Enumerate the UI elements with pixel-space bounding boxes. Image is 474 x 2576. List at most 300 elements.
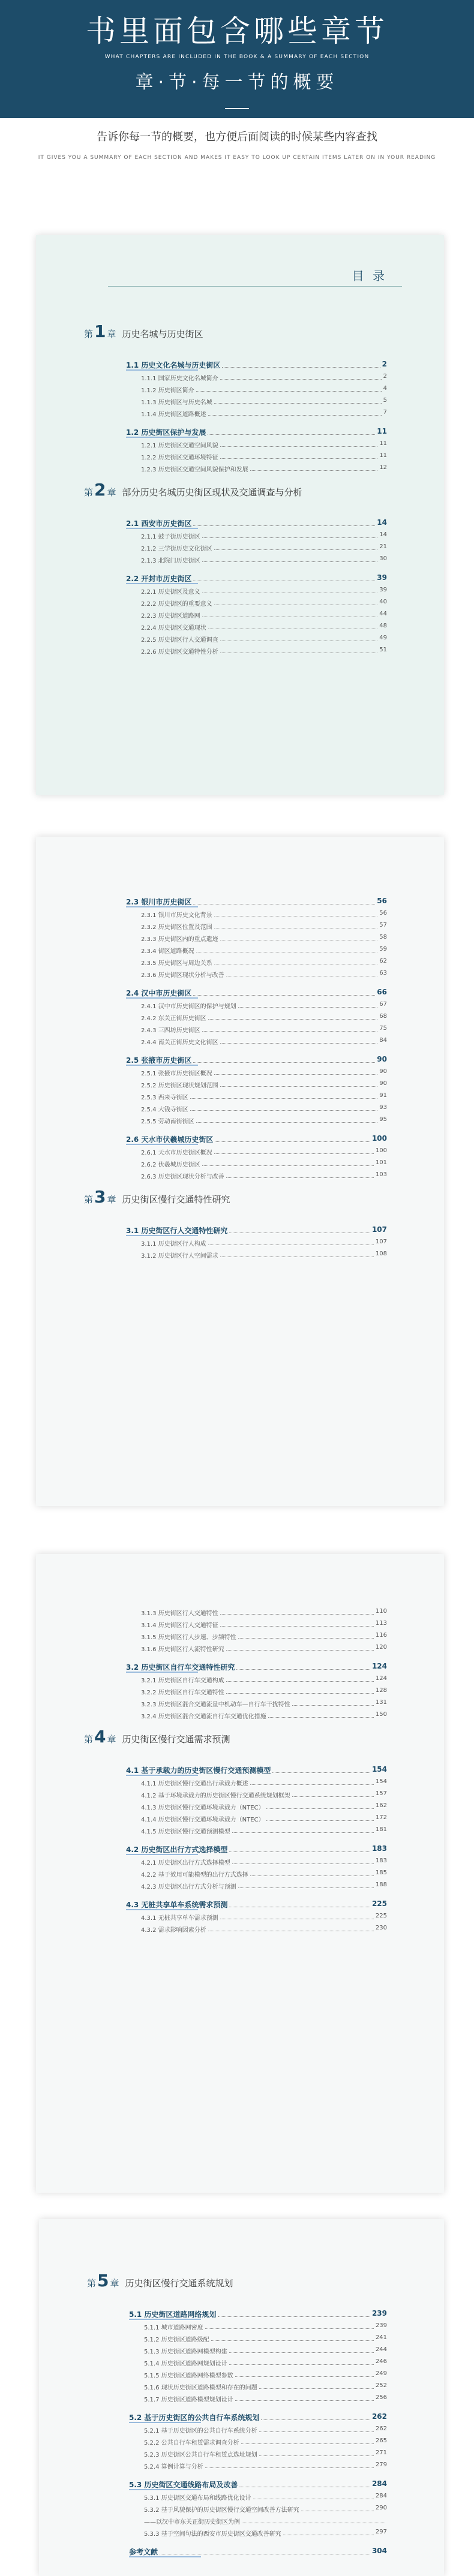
- toc-leader-dots: [193, 897, 375, 904]
- toc-subsection-entry[interactable]: [141, 1925, 387, 1934]
- toc-leader-dots: [214, 1147, 374, 1154]
- toc-leader-dots: [214, 910, 378, 916]
- toc-subsection-entry[interactable]: [141, 1881, 387, 1890]
- toc-leader-dots: [250, 1778, 374, 1785]
- toc-entry-label: 2.3.2 历史街区位置及范围: [141, 924, 212, 931]
- toc-subsection-entry[interactable]: [141, 373, 387, 382]
- chapter-heading: [87, 2271, 233, 2291]
- toc-leader-dots: [215, 1134, 370, 1142]
- toc-leader-dots: [238, 1881, 374, 1888]
- toc-subsection-entry[interactable]: [144, 2493, 387, 2502]
- toc-leader-dots: [220, 647, 378, 653]
- toc-subsection-entry[interactable]: [141, 1620, 387, 1629]
- toc-page-number: 252: [375, 2382, 387, 2389]
- toc-leader-dots: [196, 946, 378, 952]
- toc-section-entry[interactable]: [126, 1844, 387, 1854]
- toc-leader-dots: [193, 988, 375, 996]
- toc-leader-dots: [292, 1699, 374, 1706]
- toc-subsection-entry[interactable]: [141, 1632, 387, 1641]
- toc-entry-label: 2.4.2 东关正街历史街区: [141, 1015, 206, 1022]
- toc-subsection-entry[interactable]: [144, 2449, 387, 2458]
- toc-section-entry[interactable]: [126, 1225, 387, 1236]
- toc-page-number: 154: [371, 1765, 387, 1774]
- toc-leader-dots: [214, 958, 378, 964]
- toc-subsection-entry[interactable]: [141, 555, 387, 564]
- toc-subsection-entry[interactable]: [141, 1092, 387, 1101]
- toc-leader-dots: [218, 2309, 370, 2317]
- toc-page-number: 75: [379, 1025, 387, 1032]
- toc-entry-label: 5.2.3 历史街区公共自行车租赁点选址规划: [144, 2452, 257, 2458]
- toc-leader-dots: [202, 587, 378, 593]
- toc-page-number: 271: [375, 2449, 387, 2456]
- chapter-title: 历史街区慢行交通特性研究: [122, 1194, 230, 1205]
- toc-page-number: 4: [383, 385, 387, 392]
- toc-section-entry[interactable]: [126, 1765, 387, 1775]
- toc-subsection-entry[interactable]: [141, 922, 387, 931]
- toc-entry-label: ——以汉中市东关正街历史街区为例: [144, 2519, 240, 2526]
- toc-entry-label: 4.3.2 需求影响因素分析: [141, 1927, 206, 1934]
- toc-leader-dots: [196, 385, 382, 392]
- toc-subsection-entry[interactable]: [144, 2461, 387, 2470]
- toc-section-entry[interactable]: [129, 2547, 387, 2557]
- toc-subsection-entry[interactable]: [141, 946, 387, 955]
- chapter-suffix: 章: [110, 2278, 119, 2289]
- toc-leader-dots: [193, 573, 375, 581]
- toc-subsection-entry[interactable]: [144, 2358, 387, 2367]
- toc-section-entry[interactable]: [129, 2412, 387, 2422]
- toc-section-entry[interactable]: [126, 988, 387, 998]
- toc-subsection-entry[interactable]: [141, 1687, 387, 1696]
- toc-subsection-entry[interactable]: [144, 2529, 387, 2538]
- toc-entry-label: 2.5.2 历史街区现状规划范围: [141, 1083, 218, 1089]
- toc-leader-dots: [220, 1608, 374, 1615]
- toc-page-number: 11: [379, 440, 387, 447]
- header-title: 书里面包含哪些章节: [86, 14, 388, 49]
- chapter-number: 5: [97, 2271, 109, 2291]
- toc-page-number: 48: [379, 623, 387, 629]
- toc-subsection-entry[interactable]: [144, 2334, 387, 2343]
- toc-page-number: 39: [379, 587, 387, 593]
- chapter-number: 4: [94, 1727, 106, 1747]
- toc-subsection-entry[interactable]: [141, 958, 387, 967]
- toc-leader-dots: [208, 623, 378, 629]
- toc-entry-label: 2.5.1 张掖市历史街区概况: [141, 1071, 212, 1077]
- toc-page-number: 290: [375, 2505, 387, 2511]
- toc-leader-dots: [226, 970, 378, 976]
- section-underline: [126, 906, 198, 907]
- toc-page-number: 91: [379, 1092, 387, 1099]
- toc-subsection-entry[interactable]: [141, 623, 387, 632]
- toc-subsection-entry[interactable]: [141, 970, 387, 979]
- toc-subsection-entry[interactable]: [141, 1913, 387, 1922]
- toc-leader-dots: [190, 1104, 378, 1111]
- toc-page-number: 12: [379, 464, 387, 471]
- toc-entry-label: 5.1.7 历史街区道路模型规划设计: [144, 2397, 233, 2403]
- section-underline: [126, 1144, 198, 1145]
- toc-leader-dots: [259, 2382, 374, 2389]
- toc-leader-dots: [220, 635, 378, 641]
- toc-leader-dots: [242, 2517, 385, 2523]
- toc-page-number: 262: [371, 2412, 387, 2421]
- toc-leader-dots: [226, 1644, 374, 1651]
- toc-leader-dots: [214, 599, 378, 605]
- toc-leader-dots: [232, 1826, 374, 1833]
- toc-page-number: 246: [375, 2358, 387, 2365]
- chapter-suffix: 章: [107, 329, 116, 339]
- toc-section-entry[interactable]: [129, 2479, 387, 2490]
- toc-subsection-entry[interactable]: [141, 1251, 387, 1260]
- toc-entry-label: 2.1.1 鼓子街历史街区: [141, 534, 200, 540]
- toc-subsection-entry[interactable]: [141, 1608, 387, 1617]
- toc-entry-label: 5.2 基于历史街区的公共自行车系统规划: [129, 2413, 260, 2422]
- toc-page-number: 58: [379, 934, 387, 940]
- toc-entry-label: 3.1.5 历史街区行人步速、步频特性: [141, 1634, 236, 1641]
- toc-subsection-entry[interactable]: [144, 2370, 387, 2379]
- toc-entry-label: 3.1.3 历史街区行人交通特性: [141, 1610, 218, 1617]
- header-banner: [0, 0, 474, 118]
- toc-subsection-entry[interactable]: [141, 464, 387, 473]
- toc-page-number: 107: [371, 1225, 387, 1234]
- toc-leader-dots: [205, 2322, 374, 2329]
- toc-section-entry[interactable]: [126, 573, 387, 584]
- toc-page-number: 100: [371, 1134, 387, 1143]
- toc-page-number: 262: [375, 2425, 387, 2432]
- section-underline: [126, 997, 198, 999]
- toc-leader-dots: [253, 2493, 374, 2499]
- toc-entry-label: 1.1.2 历史街区简介: [141, 387, 194, 394]
- section-underline: [126, 1672, 198, 1673]
- toc-entry-label: 4.1.5 历史街区慢行交通预测模型: [141, 1829, 230, 1835]
- toc-page-2: [36, 837, 444, 1506]
- toc-subsection-entry[interactable]: [141, 1025, 387, 1034]
- toc-leader-dots: [214, 1068, 378, 1075]
- toc-page-number: 56: [377, 897, 387, 905]
- toc-subsection-entry[interactable]: [144, 2346, 387, 2355]
- toc-leader-dots: [266, 1814, 374, 1821]
- toc-title: 目 录: [352, 269, 387, 283]
- toc-page-1: [36, 235, 444, 795]
- toc-page-number: 110: [375, 1608, 387, 1615]
- intro-text-cn: 告诉你每一节的概要，也方便后面阅读的时候某些内容查找: [97, 131, 377, 143]
- toc-subsection-entry[interactable]: [141, 1814, 387, 1823]
- toc-entry-label: 5.1 历史街区道路网络规划: [129, 2310, 217, 2319]
- section-underline: [126, 369, 198, 371]
- chapter-prefix: 第: [84, 329, 94, 339]
- toc-leader-dots: [226, 1171, 374, 1178]
- toc-entry-label: 3.2.3 历史街区混合交通流量中机动车—自行车干扰特性: [141, 1702, 290, 1708]
- toc-subsection-entry[interactable]: [141, 452, 387, 461]
- toc-entry-label: 4.2.3 历史街区出行方式分析与预测: [141, 1884, 236, 1890]
- toc-section-entry[interactable]: [126, 1899, 387, 1910]
- toc-subsection-entry[interactable]: [141, 587, 387, 596]
- toc-page-number: 100: [375, 1147, 387, 1154]
- toc-leader-dots: [266, 1802, 374, 1809]
- chapter-prefix: 第: [84, 1734, 94, 1745]
- toc-page-number: 44: [379, 611, 387, 617]
- toc-page-number: 66: [377, 988, 387, 996]
- toc-subsection-entry[interactable]: [141, 1790, 387, 1799]
- toc-leader-dots: [202, 1159, 374, 1166]
- toc-entry-label: 2.5.4 大钱寺街区: [141, 1107, 188, 1113]
- toc-page-number: 183: [371, 1844, 387, 1853]
- toc-entry-label: 3.1.1 历史街区行人构成: [141, 1241, 206, 1248]
- toc-page-number: 62: [379, 958, 387, 964]
- toc-leader-dots: [193, 518, 375, 526]
- toc-subsection-entry[interactable]: [141, 1826, 387, 1835]
- toc-page-number: 185: [375, 1869, 387, 1876]
- toc-leader-dots: [250, 464, 378, 471]
- chapter-heading: [84, 321, 203, 341]
- toc-subsection-entry[interactable]: [141, 1711, 387, 1720]
- toc-section-entry[interactable]: [129, 2309, 387, 2319]
- toc-entry-label: 2.3.5 历史街区与周边关系: [141, 960, 212, 967]
- toc-leader-dots: [220, 373, 382, 380]
- toc-section-entry[interactable]: [126, 427, 387, 437]
- toc-leader-dots: [220, 934, 378, 940]
- toc-entry-label: 1.1.3 历史街区与历史名城: [141, 399, 212, 406]
- toc-entry-label: 3.1.2 历史街区行人空间需求: [141, 1253, 218, 1260]
- toc-subsection-entry[interactable]: [141, 1239, 387, 1248]
- toc-subsection-entry[interactable]: [141, 934, 387, 943]
- toc-entry-label: 2.1.3 北院门历史街区: [141, 558, 200, 564]
- toc-section-entry[interactable]: [126, 1134, 387, 1144]
- toc-leader-dots: [229, 1225, 370, 1233]
- section-underline: [129, 2319, 201, 2320]
- toc-subsection-entry[interactable]: [141, 1675, 387, 1684]
- toc-leader-dots: [214, 922, 378, 928]
- toc-entry-label: 3.2.4 历史街区混合交通流自行车交通优化措施: [141, 1714, 266, 1720]
- toc-leader-dots: [220, 1913, 374, 1919]
- toc-subsection-entry[interactable]: [141, 543, 387, 552]
- toc-entry-label: 1.1.1 国家历史文化名城简介: [141, 375, 218, 382]
- toc-entry-label: 5.1.4 历史街区道路网规划设计: [144, 2361, 227, 2367]
- toc-subsection-entry[interactable]: [141, 1104, 387, 1113]
- toc-subsection-entry[interactable]: [141, 1116, 387, 1125]
- section-underline: [129, 2489, 201, 2490]
- toc-subsection-entry[interactable]: [141, 647, 387, 656]
- section-underline: [129, 2556, 201, 2557]
- toc-page-3: [36, 1554, 444, 2193]
- toc-leader-dots: [292, 1790, 374, 1797]
- chapter-suffix: 章: [107, 1194, 116, 1205]
- toc-leader-dots: [193, 1055, 375, 1063]
- toc-leader-dots: [202, 1025, 378, 1032]
- toc-leader-dots: [211, 2334, 374, 2341]
- toc-entry-label: 2.5 张掖市历史街区: [126, 1056, 192, 1065]
- toc-page-number: 56: [379, 910, 387, 916]
- toc-page-number: 188: [375, 1881, 387, 1888]
- toc-leader-dots: [238, 1632, 374, 1639]
- toc-entry-label: 2.4.4 南关正街历史文化街区: [141, 1039, 218, 1046]
- toc-leader-dots: [208, 1239, 374, 1245]
- toc-subsection-entry[interactable]: [141, 611, 387, 620]
- toc-leader-dots: [220, 1080, 378, 1087]
- toc-leader-dots: [190, 1092, 378, 1099]
- toc-leader-dots: [208, 427, 375, 435]
- toc-page-number: 39: [377, 573, 387, 582]
- toc-page-number: 172: [375, 1814, 387, 1821]
- toc-page-number: 230: [375, 1925, 387, 1931]
- toc-entry-label: 5.3.2 基于风貌保护的历史街区慢行交通空间改善方法研究: [144, 2507, 299, 2514]
- toc-subsection-entry[interactable]: [141, 397, 387, 406]
- toc-page-number: 241: [375, 2334, 387, 2341]
- toc-leader-dots: [222, 360, 380, 368]
- toc-leader-dots: [220, 452, 378, 459]
- toc-entry-label: 5.1.5 历史街区道路网络模型参数: [144, 2373, 233, 2379]
- toc-entry-label: 2.4.3 三四坊历史街区: [141, 1027, 200, 1034]
- toc-entry-label: 2.2.1 历史街区及意义: [141, 589, 200, 596]
- chapter-number: 2: [94, 480, 106, 500]
- toc-page-number: 249: [375, 2370, 387, 2377]
- toc-page-number: 21: [379, 543, 387, 550]
- toc-subsection-entry[interactable]: [144, 2437, 387, 2446]
- toc-entry-label: 4.1.2 基于环境承载力的历史街区慢行交通系统规划框架: [141, 1793, 290, 1799]
- toc-subsection-entry[interactable]: [141, 531, 387, 540]
- toc-entry-label: 5.2.4 算例计算与分析: [144, 2464, 203, 2470]
- toc-subsection-entry[interactable]: [141, 1037, 387, 1046]
- toc-subsection-entry[interactable]: [141, 409, 387, 418]
- toc-subsection-entry[interactable]: [141, 1171, 387, 1180]
- toc-entry-label: 2.4 汉中市历史街区: [126, 989, 192, 997]
- toc-page-number: 67: [379, 1001, 387, 1008]
- toc-page-number: 107: [375, 1239, 387, 1245]
- toc-entry-label: 2.6.2 伏羲城历史街区: [141, 1162, 200, 1168]
- toc-page-number: 68: [379, 1013, 387, 1020]
- toc-page-number: 2: [383, 373, 387, 380]
- toc-entry-label: 3.1.4 历史街区行人交通特征: [141, 1622, 218, 1629]
- toc-section-entry[interactable]: [126, 1055, 387, 1065]
- toc-subsection-entry[interactable]: [141, 1080, 387, 1089]
- toc-page-number: 181: [375, 1826, 387, 1833]
- toc-subsection-entry[interactable]: [141, 1159, 387, 1168]
- section-underline: [129, 2422, 201, 2423]
- toc-subsection-entry[interactable]: [141, 635, 387, 644]
- toc-entry-label: 4.1.4 历史街区慢行交通环境承载力（NTEC）: [141, 1817, 265, 1823]
- chapter-number: 1: [94, 321, 106, 341]
- toc-entry-label: 4.2 历史街区出行方式选择模型: [126, 1845, 228, 1854]
- toc-subsection-entry[interactable]: [144, 2322, 387, 2331]
- section-underline: [126, 1775, 198, 1776]
- chapter-title: 历史街区慢行交通需求预测: [122, 1734, 230, 1745]
- toc-page-number: 225: [371, 1899, 387, 1908]
- toc-subsection-entry[interactable]: [141, 1869, 387, 1878]
- toc-leader-dots: [241, 2437, 374, 2444]
- toc-section-entry[interactable]: [126, 897, 387, 907]
- toc-entry-label: 2.2.4 历史街区交通现状: [141, 625, 206, 632]
- toc-page-number: 124: [371, 1662, 387, 1670]
- toc-leader-dots: [259, 2449, 374, 2456]
- toc-page-number: 131: [375, 1699, 387, 1706]
- section-underline: [126, 1854, 198, 1855]
- toc-entry-label: 2.3.6 历史街区现状分析与改善: [141, 972, 224, 979]
- toc-page-number: 63: [379, 970, 387, 976]
- toc-section-entry[interactable]: [126, 360, 387, 370]
- header-subtitle-en: WHAT CHAPTERS ARE INCLUDED IN THE BOOK & A SUMMARY OF EACH SECTION: [104, 54, 370, 60]
- toc-page-number: 279: [375, 2461, 387, 2468]
- toc-leader-dots: [214, 397, 382, 404]
- toc-entry-label: 2.1.2 三学街历史文化街区: [141, 546, 212, 552]
- toc-section-entry[interactable]: [126, 1662, 387, 1672]
- toc-leader-dots: [272, 1765, 370, 1773]
- toc-subsection-entry[interactable]: [144, 2394, 387, 2403]
- toc-subsection-entry[interactable]: [141, 1699, 387, 1708]
- toc-subsection-entry[interactable]: [144, 2505, 387, 2514]
- toc-page-number: 30: [379, 555, 387, 562]
- toc-entry-label: 4.3 无桩共享单车系统需求预测: [126, 1901, 228, 1909]
- toc-page-number: 2: [382, 360, 387, 368]
- toc-leader-dots: [202, 611, 378, 617]
- toc-entry-label: 4.1.3 历史街区慢行交通环境承载力（NTEC）: [141, 1805, 265, 1811]
- toc-section-entry[interactable]: [126, 518, 387, 528]
- toc-subsection-entry[interactable]: [141, 910, 387, 919]
- toc-leader-dots: [226, 1675, 374, 1682]
- toc-leader-dots: [229, 2346, 374, 2353]
- chapter-prefix: 第: [84, 487, 94, 498]
- toc-subsection-entry[interactable]: [141, 440, 387, 449]
- toc-entry-label: 2.2.3 历史街区道路网: [141, 613, 200, 620]
- chapter-title: 部分历史名城历史街区现状及交通调查与分析: [122, 487, 302, 498]
- toc-entry-label: 5.2.2 公共自行车租赁需求调查分析: [144, 2440, 239, 2446]
- toc-subsection-entry[interactable]: [141, 599, 387, 608]
- toc-subsection-entry[interactable]: [141, 1802, 387, 1811]
- toc-subsection-entry[interactable]: [141, 1778, 387, 1787]
- toc-page-number: 239: [375, 2322, 387, 2329]
- toc-subsection-entry[interactable]: [141, 1013, 387, 1022]
- toc-subsection-entry[interactable]: [141, 1068, 387, 1077]
- toc-entry-label: 2.6 天水市伏羲城历史街区: [126, 1135, 214, 1144]
- toc-entry-label: 5.3.1 历史街区交通布局和线路优化设计: [144, 2495, 251, 2502]
- toc-entry-label: 2.2 开封市历史街区: [126, 575, 192, 583]
- toc-leader-dots: [229, 2358, 374, 2365]
- toc-page-4: [39, 2219, 444, 2576]
- toc-subsection-entry[interactable]: [144, 2425, 387, 2434]
- toc-subsection-entry[interactable]: [141, 385, 387, 394]
- chapter-suffix: 章: [107, 1734, 116, 1745]
- toc-leader-dots: [259, 2425, 374, 2432]
- toc-entry-label: 1.2.3 历史街区交通空间风貌保护和发展: [141, 467, 248, 473]
- toc-page-number: 90: [377, 1055, 387, 1063]
- toc-leader-dots: [236, 1662, 370, 1670]
- toc-page-number: 120: [375, 1644, 387, 1651]
- toc-page-number: 90: [379, 1068, 387, 1075]
- toc-subsection-entry[interactable]: [141, 1147, 387, 1156]
- toc-subsection-entry[interactable]: [141, 1857, 387, 1866]
- toc-entry-label: 1.2.2 历史街区交通环境特征: [141, 455, 218, 461]
- toc-page-number: 40: [379, 599, 387, 605]
- toc-subsection-entry[interactable]: [141, 1644, 387, 1653]
- toc-page-number: 14: [379, 531, 387, 538]
- toc-entry-label: 2.3.1 银川市历史文化背景: [141, 912, 212, 919]
- toc-entry-label: 3.2.2 历史街区自行车交通特性: [141, 1690, 224, 1696]
- toc-entry-label: 参考文献: [129, 2548, 158, 2556]
- toc-subsection-entry[interactable]: [141, 1001, 387, 1010]
- toc-page-number: 103: [375, 1171, 387, 1178]
- toc-page-number: 95: [379, 1116, 387, 1123]
- toc-entry-label: 5.1.6 现状历史街区道路模型和存在的问题: [144, 2385, 257, 2391]
- toc-page-number: 265: [375, 2437, 387, 2444]
- toc-leader-dots: [208, 1925, 374, 1931]
- toc-leader-dots: [235, 2370, 374, 2377]
- toc-entry-label: 1.2.1 历史街区交通空间风貌: [141, 443, 218, 449]
- toc-subsection-entry[interactable]: [144, 2517, 387, 2526]
- toc-page-number: 256: [375, 2394, 387, 2401]
- toc-entry-label: 4.1 基于承载力的历史街区慢行交通预测模型: [126, 1766, 271, 1775]
- toc-subsection-entry[interactable]: [144, 2382, 387, 2391]
- toc-leader-dots: [220, 1620, 374, 1627]
- toc-page-number: 59: [379, 946, 387, 952]
- toc-leader-dots: [261, 2412, 370, 2420]
- toc-entry-label: 4.2.1 历史街区出行方式选择模型: [141, 1860, 230, 1866]
